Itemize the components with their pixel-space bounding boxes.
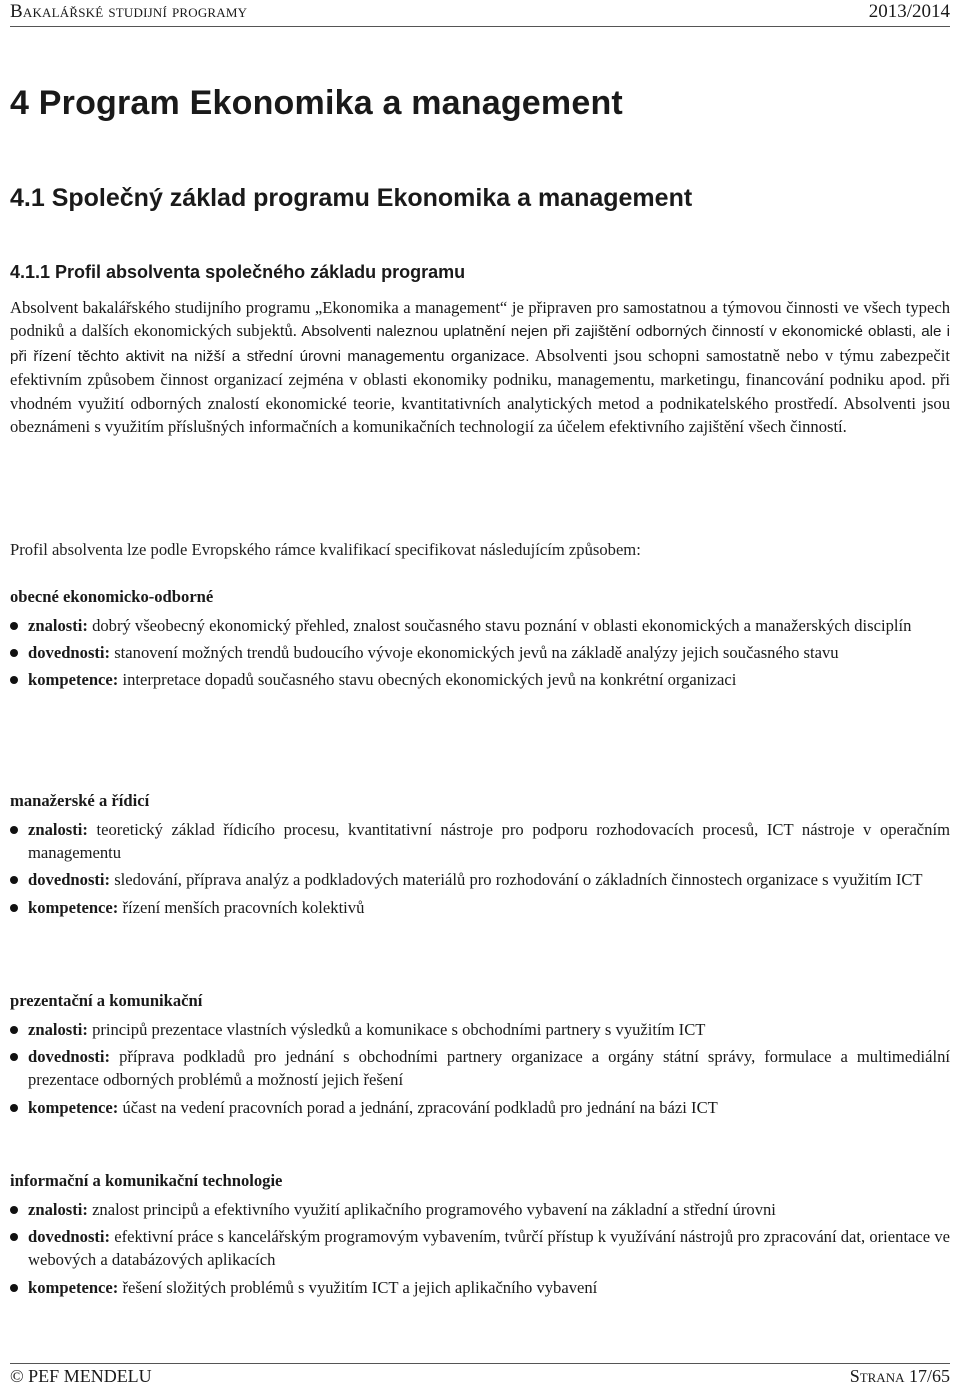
- item-label: dovednosti:: [28, 870, 111, 890]
- list-item: [10, 896, 950, 919]
- bullet-icon: [10, 1206, 18, 1214]
- item-label: znalosti:: [28, 1200, 88, 1219]
- section-heading: prezentační a komunikační: [10, 991, 203, 1010]
- list-item: [10, 1276, 950, 1299]
- item-text: znalost principů a efektivního využití aplikačního programového vybavení na základní a střední úrovni: [87, 1200, 776, 1219]
- competence-section: [10, 1170, 950, 1303]
- item-text: sledování, příprava analýz a podkladových materiálů pro rozhodování o základních činnostech organizace s využitím ICT: [110, 870, 923, 890]
- item-label: kompetence:: [28, 1097, 119, 1117]
- bullet-list: [10, 1018, 950, 1119]
- bullet-icon: [10, 1053, 18, 1061]
- section-heading: manažerské a řídicí: [10, 791, 150, 810]
- item-text: efektivní práce s kancelářským programovým vybavením, tvůrčí přístup k využívání nástrojů pro zpracování dat, orientace ve webových a databázových aplikacích: [28, 1227, 950, 1270]
- item-label: kompetence:: [28, 897, 119, 917]
- bullet-icon: [10, 876, 18, 884]
- item-label: dovednosti:: [28, 1047, 111, 1067]
- item-label: znalosti:: [28, 616, 88, 635]
- section-heading: informační a komunikační technologie: [10, 1171, 283, 1190]
- competence-section: [10, 790, 950, 923]
- list-item: [10, 668, 950, 691]
- chapter-title: 4 Program Ekonomika a management: [10, 84, 623, 122]
- item-label: znalosti:: [28, 1020, 88, 1039]
- item-label: kompetence:: [28, 670, 119, 690]
- bullet-icon: [10, 676, 18, 684]
- running-footer: [10, 1363, 950, 1388]
- item-text: principů prezentace vlastních výsledků a komunikace s obchodními partnery s využitím ICT: [87, 1020, 706, 1039]
- item-text: účast na vedení pracovních porad a jednání, zpracování podkladů pro jednání na bázi ICT: [118, 1097, 718, 1117]
- page-indicator: [850, 1366, 950, 1387]
- bullet-icon: [10, 1026, 18, 1034]
- running-header: [10, 0, 950, 27]
- bullet-icon: [10, 649, 18, 657]
- page-label: Strana: [849, 1366, 905, 1386]
- bullet-list: [10, 1198, 950, 1299]
- item-text: teoretický základ řídicího procesu, kvantitativní nástroje pro podporu rozhodovacích procesů, ICT nástroje v operačním managementu: [28, 820, 950, 863]
- list-item: [10, 1225, 950, 1271]
- intro-paragraph: [10, 296, 950, 438]
- competence-section: [10, 990, 950, 1123]
- item-text: příprava podkladů pro jednání s obchodními partnery organizace a orgány státní správy, formulace a multimediální prezentace odborných problémů a možností jejich řešení: [28, 1047, 950, 1090]
- bullet-icon: [10, 1233, 18, 1241]
- item-text: řízení menších pracovních kolektivů: [118, 897, 365, 917]
- bullet-icon: [10, 1104, 18, 1112]
- list-item: [10, 1018, 950, 1041]
- bullet-icon: [10, 622, 18, 630]
- section-title: 4.1 Společný základ programu Ekonomika a management: [10, 184, 693, 212]
- subsection-title: 4.1.1 Profil absolventa společného základu programu: [10, 262, 466, 282]
- bullet-icon: [10, 826, 18, 834]
- header-year: 2013/2014: [868, 1, 950, 22]
- profile-lead: Profil absolventa lze podle Evropského rámce kvalifikací specifikovat následujícím způsobem:: [10, 540, 641, 559]
- item-text: řešení složitých problémů s využitím ICT a jejich aplikačního vybavení: [118, 1277, 598, 1297]
- bullet-icon: [10, 904, 18, 912]
- list-item: [10, 868, 950, 891]
- section-heading: obecné ekonomicko-odborné: [10, 587, 214, 606]
- list-item: [10, 1096, 950, 1119]
- footer-copyright: © PEF MENDELU: [10, 1366, 152, 1386]
- bullet-list: [10, 818, 950, 919]
- intro-part-1: Absolvent bakalářského studijního programu „Ekonomika a management“ je připraven pro samostatnou a týmovou činnosti ve všech typech podniků a dalších ekonomických subjektů.: [10, 298, 950, 341]
- list-item: [10, 818, 950, 864]
- item-label: dovednosti:: [28, 643, 111, 663]
- item-text: interpretace dopadů současného stavu obecných ekonomických jevů na konkrétní organizaci: [118, 670, 737, 690]
- item-text: dobrý všeobecný ekonomický přehled, znalost současného stavu poznání v oblasti ekonomických a manažerských disciplín: [87, 616, 912, 635]
- item-text: stanovení možných trendů budoucího vývoje ekonomických jevů na základě analýzy jejich současného stavu: [110, 643, 839, 663]
- header-title: Bakalářské studijní programy: [10, 1, 248, 22]
- intro-part-2: Absolventi naleznou uplatnění nejen při zajištění odborných činností v ekonomické oblasti, ale i při řízení těchto aktivit na nižší a střední úrovni managementu organizace.: [10, 323, 950, 365]
- list-item: [10, 641, 950, 664]
- item-label: znalosti:: [28, 820, 88, 839]
- page-number: 17/65: [908, 1366, 950, 1386]
- bullet-list: [10, 614, 950, 692]
- list-item: [10, 1198, 950, 1221]
- competence-section: [10, 586, 950, 696]
- intro-part-3: Absolventi jsou schopni samostatně nebo v týmu zabezpečit efektivním způsobem činnost organizací zejména v oblasti ekonomiky podniku, managementu, marketingu, financování podniku apod. při vhodném využití odborných znalostí ekonomické teorie, kvantitativních analytických metod a podnikatelského prostředí. Absolventi jsou obeznámeni s využitím příslušných informačních a komunikačních technologií za účelem efektivního zajištění všech činností.: [10, 345, 951, 437]
- bullet-icon: [10, 1284, 18, 1292]
- list-item: [10, 614, 950, 637]
- item-label: kompetence:: [28, 1277, 119, 1297]
- list-item: [10, 1045, 950, 1091]
- item-label: dovednosti:: [28, 1227, 111, 1247]
